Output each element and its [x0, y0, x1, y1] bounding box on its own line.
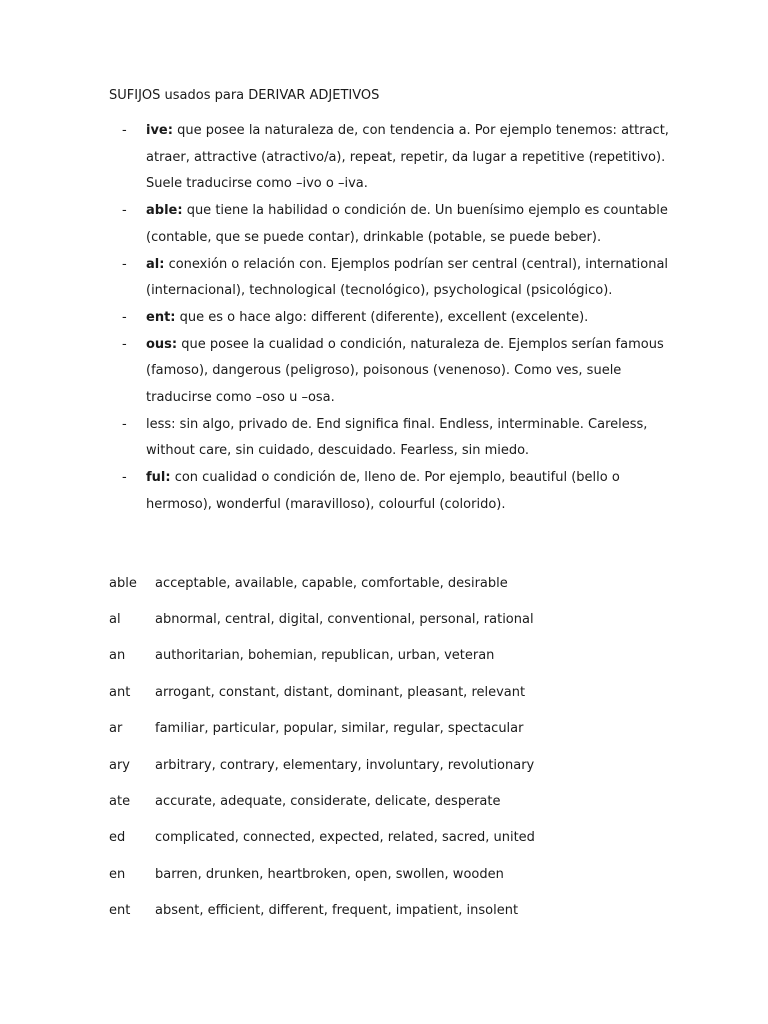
suffix-term: able:	[146, 203, 183, 219]
table-row	[109, 565, 669, 601]
bullet-mark: -	[122, 336, 127, 352]
table-examples: absent, efficient, different, frequent, impatient, insolent	[155, 903, 519, 919]
table-row	[109, 820, 669, 856]
list-item	[109, 198, 669, 251]
suffix-term: ent:	[146, 309, 176, 325]
table-suffix: ant	[109, 684, 131, 700]
table-suffix: ar	[109, 721, 123, 737]
table-row	[109, 893, 669, 929]
suffix-description: con cualidad o condición de, lleno de. Por ejemplo, beautiful (bello o hermoso), wonderful (maravilloso), colourful (colorido).	[146, 470, 620, 512]
table-suffix: an	[109, 648, 126, 664]
list-item	[109, 118, 669, 198]
document-title: SUFIJOS usados para DERIVAR ADJETIVOS	[109, 88, 380, 103]
bullet-mark: -	[122, 203, 127, 219]
table-row	[109, 747, 669, 783]
list-item	[109, 305, 669, 332]
suffix-term: ful:	[146, 470, 171, 486]
table-suffix: ate	[109, 794, 131, 810]
bullet-mark: -	[122, 123, 127, 138]
list-item	[109, 252, 669, 305]
bullet-mark: -	[122, 256, 127, 272]
table-row	[109, 783, 669, 819]
list-item	[109, 412, 669, 465]
table-suffix: en	[109, 866, 126, 882]
suffix-description: que tiene la habilidad o condición de. Un buenísimo ejemplo es countable (contable, que se puede contar), drinkable (potable, se puede beber).	[146, 203, 668, 245]
table-suffix: al	[109, 612, 121, 628]
table-examples: barren, drunken, heartbroken, open, swollen, wooden	[155, 866, 504, 882]
table-row	[109, 856, 669, 892]
suffix-description: conexión o relación con. Ejemplos podrían ser central (central), international (internacional), technological (tecnológico), psychological (psicológico).	[146, 256, 669, 299]
table-row	[109, 711, 669, 747]
table-examples: familiar, particular, popular, similar, regular, spectacular	[155, 721, 524, 737]
suffix-term: ous:	[146, 336, 178, 352]
table-examples: arrogant, constant, distant, dominant, pleasant, relevant	[155, 684, 526, 700]
table-examples: authoritarian, bohemian, republican, urban, veteran	[155, 648, 495, 664]
table-suffix: able	[109, 575, 137, 591]
suffix-term: ive:	[146, 123, 173, 138]
table-row	[109, 674, 669, 710]
table-examples: abnormal, central, digital, conventional, personal, rational	[155, 612, 534, 628]
table-examples: arbitrary, contrary, elementary, involuntary, revolutionary	[155, 757, 535, 773]
table-suffix: ed	[109, 830, 126, 846]
table-examples: complicated, connected, expected, related, sacred, united	[155, 830, 535, 846]
table-row	[109, 638, 669, 674]
suffix-definition-list	[109, 118, 669, 519]
list-item	[109, 465, 669, 518]
bullet-mark: -	[122, 470, 127, 486]
suffix-description: que posee la naturaleza de, con tendencia a. Por ejemplo tenemos: attract, atraer, attractive (atractivo/a), repeat, repetir, da lugar a repetitive (repetitivo). Suele traducirse como –ivo o –iva.	[146, 123, 669, 192]
table-suffix: ent	[109, 903, 131, 919]
bullet-mark: -	[122, 416, 127, 432]
table-row	[109, 601, 669, 637]
list-item	[109, 332, 669, 412]
suffix-description: que posee la cualidad o condición, naturaleza de. Ejemplos serían famous (famoso), dangerous (peligroso), poisonous (venenoso). Como ves, suele traducirse como –oso u –osa.	[146, 336, 664, 406]
bullet-mark: -	[122, 309, 127, 325]
suffix-description: less: sin algo, privado de. End significa final. Endless, interminable. Careless, without care, sin cuidado, descuidado. Fearless, sin miedo.	[146, 416, 648, 459]
table-examples: acceptable, available, capable, comfortable, desirable	[155, 575, 508, 591]
table-examples: accurate, adequate, considerate, delicate, desperate	[155, 794, 501, 810]
table-suffix: ary	[109, 757, 131, 773]
suffix-examples-table	[109, 565, 669, 929]
suffix-term: al:	[146, 256, 165, 272]
suffix-description: que es o hace algo: different (diferente), excellent (excelente).	[175, 309, 589, 325]
